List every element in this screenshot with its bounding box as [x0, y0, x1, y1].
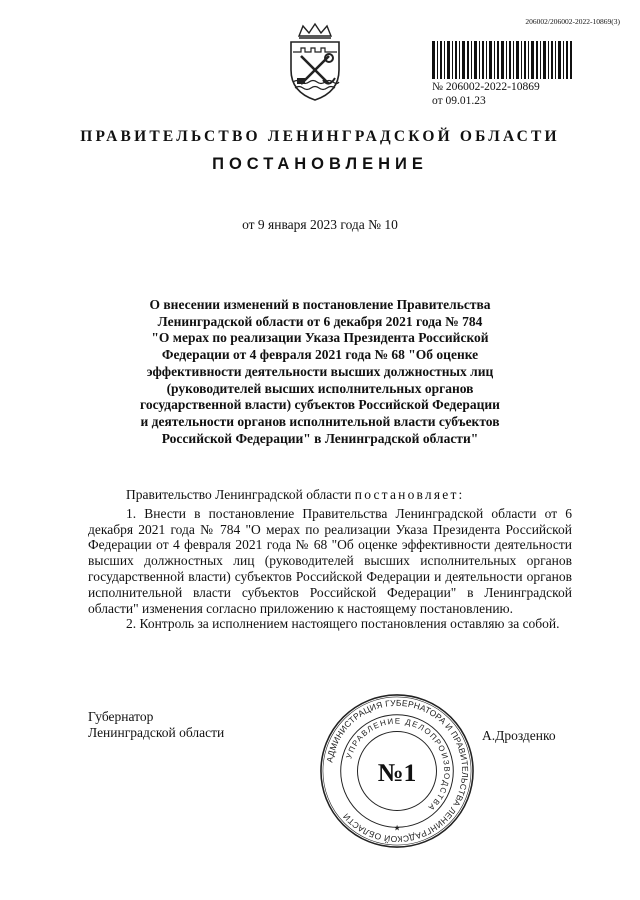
title-line: (руководителей высших исполнительных органов [166, 380, 474, 396]
clause-2: 2. Контроль за исполнением настоящего постановления оставляю за собой. [126, 616, 560, 632]
decree-body [88, 487, 572, 632]
preamble-text: Правительство Ленинградской области [126, 487, 355, 502]
preamble [88, 487, 572, 503]
document-type: ПОСТАНОВЛЕНИЕ [212, 155, 428, 173]
star-icon: ★ [393, 823, 401, 833]
coat-of-arms-icon [279, 22, 351, 102]
title-line: "О мерах по реализации Указа Президента Российской [151, 330, 489, 346]
decree-title [100, 297, 540, 447]
title-line: Ленинградской области от 6 декабря 2021 года № 784 [157, 313, 483, 329]
registration-date: от 09.01.23 [432, 95, 486, 107]
title-line: и деятельности органов исполнительной власти субъектов [140, 413, 500, 429]
stamp-inner-text: УПРАВЛЕНИЕ ДЕЛОПРОИЗВОДСТВА [344, 716, 452, 813]
official-stamp-icon [318, 692, 476, 850]
government-name: ПРАВИТЕЛЬСТВО ЛЕНИНГРАДСКОЙ ОБЛАСТИ [80, 128, 560, 145]
title-line: эффективности деятельности высших должностных лиц [146, 363, 494, 379]
stamp-outer-text: АДМИНИСТРАЦИЯ ГУБЕРНАТОРА И ПРАВИТЕЛЬСТВА ЛЕНИНГРАДСКОЙ ОБЛАСТИ [324, 697, 471, 845]
position-line: Губернатор [88, 709, 154, 724]
document-id-top: 206002/206002-2022-10869(3) [525, 17, 620, 26]
signatory-position [88, 709, 224, 741]
signatory-name: А.Дрозденко [482, 728, 556, 743]
title-line: Российской Федерации" в Ленинградской области" [161, 430, 479, 446]
title-line: Федерации от 4 февраля 2021 года № 68 "Об оценке [161, 347, 479, 363]
title-line: государственной власти) субъектов Российской Федерации [140, 397, 500, 413]
title-line: О внесении изменений в постановление Правительства [149, 297, 491, 312]
preamble-verb: постановляет: [354, 487, 465, 502]
decree-date-number: от 9 января 2023 года № 10 [242, 217, 398, 232]
position-line: Ленинградской области [88, 725, 225, 740]
registration-number: № 206002-2022-10869 [432, 81, 540, 93]
stamp-number: №1 [377, 757, 417, 787]
barcode-icon [432, 41, 572, 79]
clause-1: 1. Внести в постановление Правительства Ленинградской области от 6 декабря 2021 года № 784 "О мерах по реализации Указа Президента Российской Федерации от 4 февраля 2021 года № 68 "Об оценке эффективности деятельности высших должностных лиц (руководителей высших исполнительных органов государственной власти) субъектов Российской Федерации и деятельности органов исполнительной власти субъектов Российской Федерации" в Ленинградской области" изменения согласно приложению к настоящему постановлению. [88, 505, 572, 616]
registration-block [432, 80, 540, 108]
